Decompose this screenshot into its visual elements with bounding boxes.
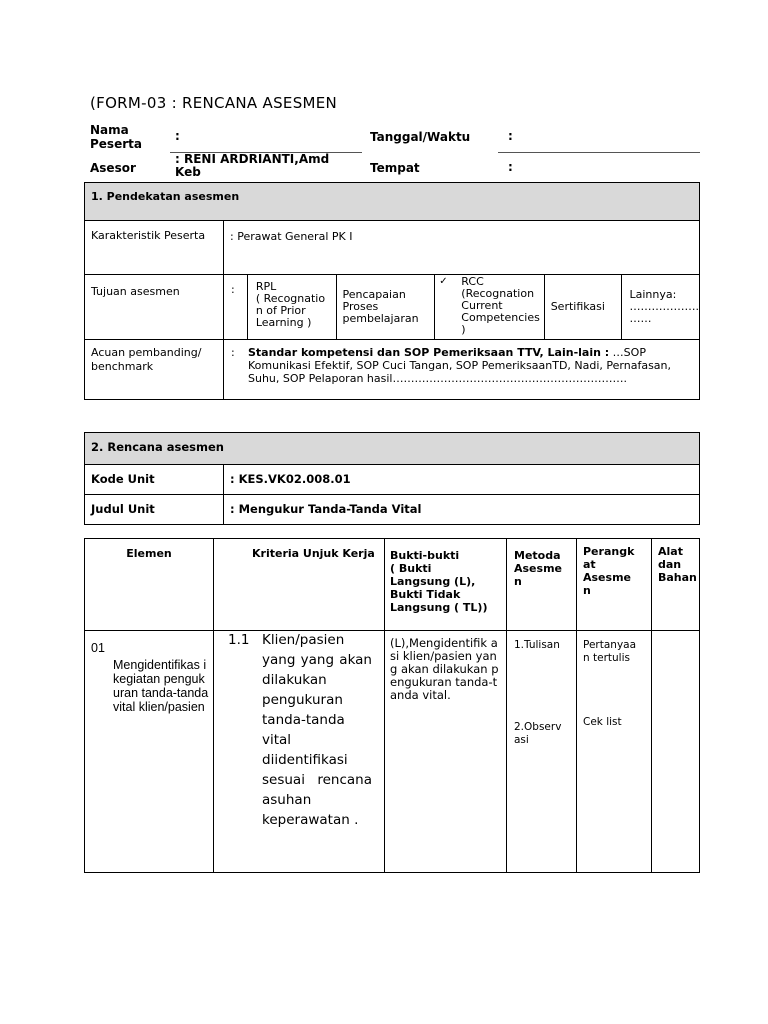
judul-unit-label: Judul Unit — [85, 495, 224, 525]
asesor-label: Asesor — [90, 161, 136, 175]
acuan-bold-text: Standar kompetensi dan SOP Pemeriksaan TTV, Lain-lain : — [248, 346, 610, 359]
col-kriteria-header: Kriteria Unjuk Kerja — [214, 539, 385, 631]
option-sertifikasi: Sertifikasi — [544, 275, 621, 339]
acuan-colon: : — [231, 346, 235, 359]
acuan-rest-text: …SOP Komunikasi Efektif, SOP Cuci Tangan, SOP PemeriksaanTD, Nadi, Pernafasan, Suhu, SOP Pelaporan hasil………………………………………………………. — [248, 346, 672, 385]
option-rcc: RCC (Recognation Current Competencies ) — [461, 275, 540, 336]
alat-cell — [652, 631, 700, 873]
perangkat-cell — [577, 631, 652, 873]
elemen-number: 01 — [91, 641, 105, 655]
nama-peserta-label: Nama Peserta — [90, 123, 142, 151]
perangkat-1: Pertanyaa n tertulis — [583, 639, 637, 664]
metoda-2: 2.Observ asi — [514, 721, 562, 746]
col-metoda-header: Metoda Asesme n — [507, 539, 577, 631]
bukti-cell: (L),Mengidentifik asi klien/pasien yang akan dilakukan pengukuran tanda-tanda vital. — [385, 631, 507, 873]
col-bukti-header: Bukti-bukti ( Bukti Langsung (L), Bukti Tidak Langsung ( TL)) — [385, 539, 507, 631]
tanggal-underline — [498, 152, 700, 153]
option-rcc-cell — [435, 275, 544, 339]
acuan-label: Acuan pembanding/ benchmark — [85, 340, 224, 400]
page-title: (FORM-03 : RENCANA ASESMEN — [90, 94, 338, 112]
kode-unit-label: Kode Unit — [85, 465, 224, 495]
pendekatan-asesmen-table — [84, 182, 700, 400]
tempat-value: : — [508, 160, 513, 174]
tujuan-options-cell — [224, 275, 700, 340]
tujuan-colon: : — [224, 275, 247, 339]
kriteria-cell — [214, 631, 385, 873]
karakteristik-value: : Perawat General PK I — [224, 221, 700, 275]
elemen-kriteria-table — [84, 538, 700, 873]
elemen-text: Mengidentifikas i kegiatan pengukuran tanda-tanda vital klien/pasien — [113, 658, 209, 714]
col-elemen-header: Elemen — [85, 539, 214, 631]
asesor-value: : RENI ARDRIANTI,Amd Keb — [175, 152, 330, 179]
tanggal-value: : — [508, 129, 513, 143]
karakteristik-label: Karakteristik Peserta — [85, 221, 224, 275]
perangkat-2: Cek list — [583, 716, 622, 728]
option-pencapaian: Pencapaian Proses pembelajaran — [336, 275, 435, 339]
nama-peserta-value: : — [175, 129, 180, 143]
col-alat-header: Alat dan Bahan — [652, 539, 700, 631]
kuk-number: 1.1 — [228, 632, 250, 648]
tempat-label: Tempat — [370, 161, 420, 175]
section1-heading: 1. Pendekatan asesmen — [85, 183, 700, 221]
tujuan-label: Tujuan asesmen — [85, 275, 224, 340]
section2-heading: 2. Rencana asesmen — [85, 433, 700, 465]
metoda-1: 1.Tulisan — [514, 639, 560, 651]
tanggal-label: Tanggal/Waktu — [370, 130, 471, 144]
judul-unit-value: : Mengukur Tanda-Tanda Vital — [224, 495, 700, 525]
metoda-cell — [507, 631, 577, 873]
acuan-value-cell — [224, 340, 700, 400]
col-perangkat-header: Perangk at Asesme n — [577, 539, 652, 631]
checkmark-icon: ✓ — [439, 276, 448, 287]
option-rpl: RPL ( Recognatio n of Prior Learning ) — [247, 275, 336, 339]
option-lainnya: Lainnya: ………………. …… — [629, 288, 699, 325]
acuan-value — [248, 346, 693, 385]
rencana-asesmen-table — [84, 432, 700, 525]
kode-unit-value: : KES.VK02.008.01 — [224, 465, 700, 495]
kuk-text: Klien/pasien yang yang akan dilakukan pengukuran tanda-tanda vital diidentifikasi sesuai rencana asuhan keperawatan . — [262, 632, 372, 828]
elemen-cell — [85, 631, 214, 873]
